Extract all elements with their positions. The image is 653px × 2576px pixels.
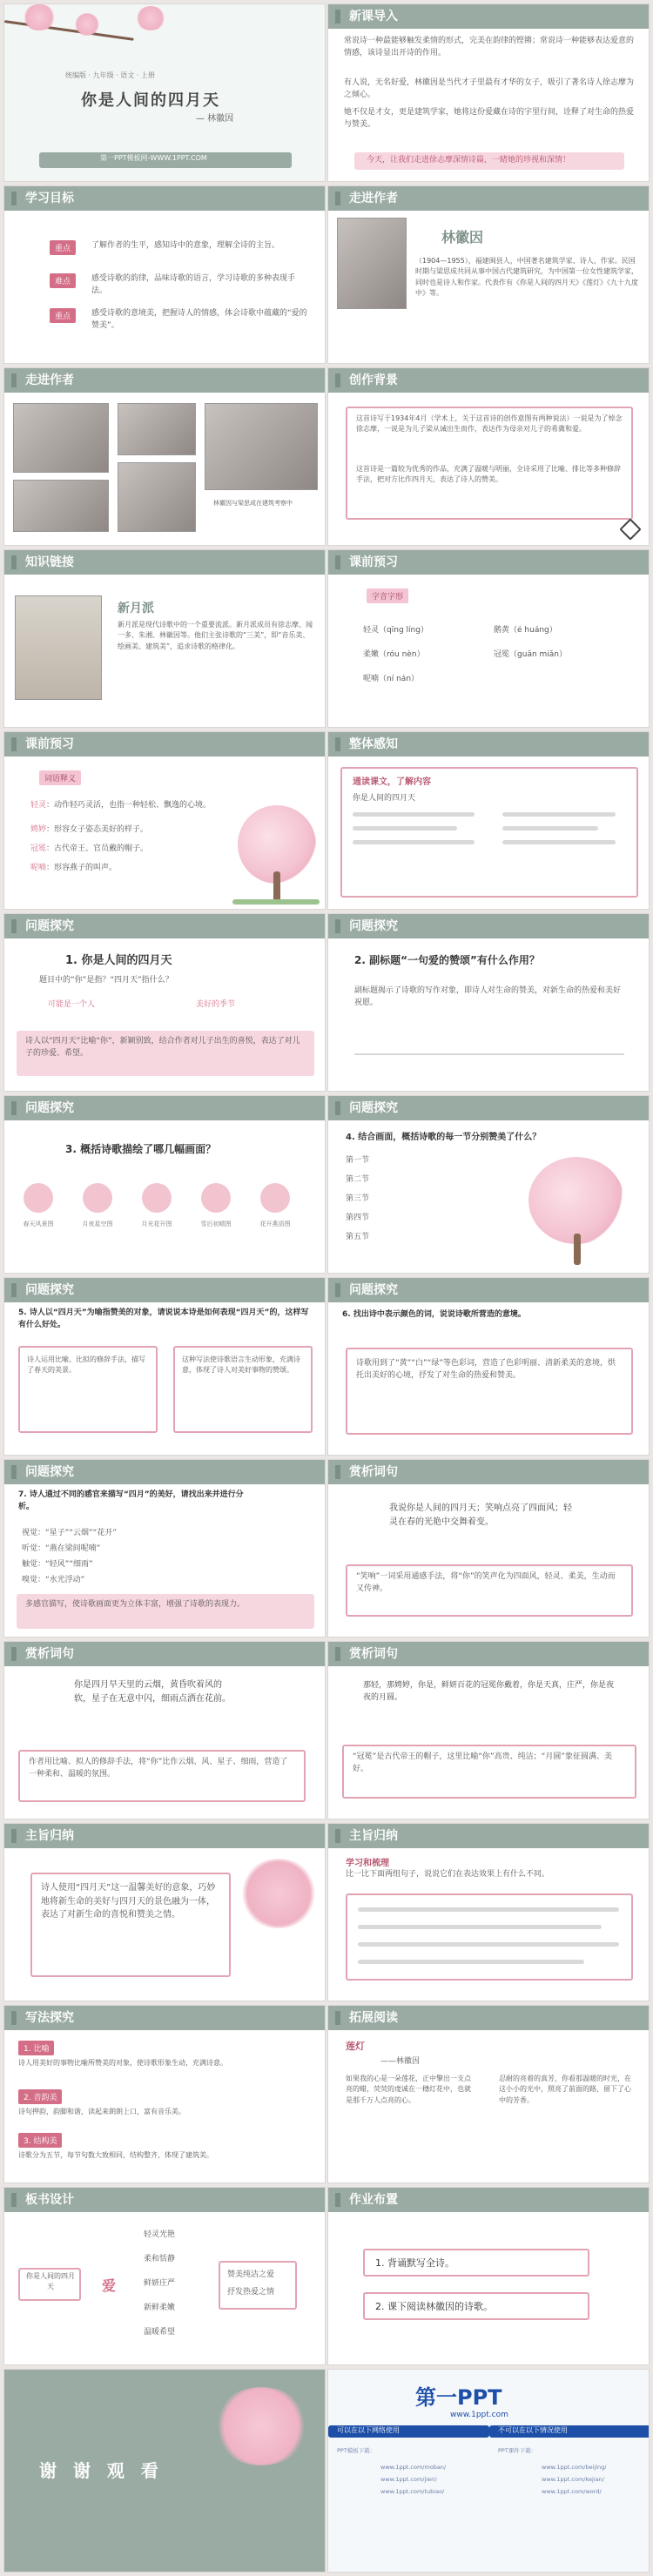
def-item: 呢喃：形容燕子的叫声。 xyxy=(30,864,118,872)
goal-tag: 重点 xyxy=(50,240,76,255)
board-branch: 柔和恬静 xyxy=(144,2255,176,2263)
board-right: 抒发热爱之情 xyxy=(227,2288,275,2297)
compare-line xyxy=(358,1960,584,1964)
slide-q7[interactable] xyxy=(3,1459,326,1638)
tree-trunk xyxy=(574,1234,581,1265)
knowledge-text: 新月派是现代诗歌中的一个重要流派。新月派成员有徐志摩、闻一多、朱湘、林徽因等。他们主张诗歌的“三美”，即“音乐美、绘画美、建筑美”，追求诗歌的格律化。 xyxy=(118,621,313,650)
answer-text: 诗歌用到了“黄”“白”“绿”等色彩词，营造了色彩明丽、清新柔美的意境，烘托出美好的心境，抒发了对生命的热爱和赞美。 xyxy=(356,1359,616,1380)
slide-author[interactable] xyxy=(327,185,650,364)
slide-header: 主旨归纳 xyxy=(4,1824,325,1848)
slide-header: 问题探究 xyxy=(328,1278,649,1302)
stanza-line: 第二节 xyxy=(346,1175,370,1184)
preview-badge: 词语释义 xyxy=(39,770,81,785)
ad-link[interactable]: www.1ppt.com/jieri/ xyxy=(380,2476,437,2483)
ad-link[interactable]: www.1ppt.com/tubiao/ xyxy=(380,2488,445,2495)
slide-method[interactable] xyxy=(3,2005,326,2183)
slide-q3[interactable] xyxy=(3,1095,326,1274)
question-title: 2. 副标题“一句爱的赞颂”有什么作用？ xyxy=(354,954,540,966)
method-tag: 2. 音韵美 xyxy=(18,2089,62,2104)
slide-header: 问题探究 xyxy=(4,1278,325,1302)
author-photo xyxy=(13,480,109,532)
slide-header: 问题探究 xyxy=(4,1096,325,1120)
question-title: 4. 结合画面，概括诗歌的每一节分别赞美了什么？ xyxy=(346,1133,542,1142)
answer-text: 副标题揭示了诗歌的写作对象，即诗人对生命的赞美，对新生命的热爱和美好祝愿。 xyxy=(354,986,622,1007)
stanza-line: 第三节 xyxy=(346,1194,370,1203)
ad-link[interactable]: www.1ppt.com/kejian/ xyxy=(542,2476,604,2483)
slide-ad[interactable] xyxy=(327,2369,650,2573)
sense-item: 触觉：“轻风”“细雨” xyxy=(22,1560,93,1569)
tree-trunk xyxy=(273,871,280,903)
slide-header: 创作背景 xyxy=(328,368,649,393)
slide-header: 问题探究 xyxy=(4,914,325,938)
slide-knowledge[interactable] xyxy=(3,549,326,728)
scene-label: 雪后初晴图 xyxy=(200,1221,232,1227)
slide-header: 问题探究 xyxy=(4,1460,325,1484)
author-portrait xyxy=(337,218,407,309)
question-title: 3. 概括诗歌描绘了哪几幅画面？ xyxy=(65,1143,217,1155)
scene-icon xyxy=(260,1183,290,1213)
background-text: 这首诗写于1934年4月（学术上，关于这首诗的创作意图有两种说法）一说是为了悼念徐志摩，一说是为儿子梁从诫出生而作，表达作为母亲对儿子的希冀和爱。 xyxy=(356,414,623,434)
ad-col-title: 不可以在以下情况使用 xyxy=(498,2426,568,2434)
intro-paragraph: 常说诗一种最能够触发柔情的形式，完美在韵律的铿锵；常说诗一种能够表达爱意的情感，该诗显出开诗的作用。 xyxy=(344,37,635,57)
poem-text: 你是四月早天里的云烟，黄昏吹着风的软，星子在无意中闪，细雨点洒在花前。 xyxy=(74,1680,231,1704)
scene-label: 月夜星空图 xyxy=(82,1221,113,1227)
reading-author: ——林徽因 xyxy=(380,2057,421,2066)
overall-line xyxy=(353,812,475,817)
word-item: 轻灵（qīng líng） xyxy=(363,626,428,635)
answer-text: 可能是一个人 xyxy=(48,1000,96,1009)
slide-header: 新课导入 xyxy=(328,4,649,29)
blossom-decoration xyxy=(74,13,100,36)
ad-link[interactable]: www.1ppt.com/word/ xyxy=(542,2488,602,2495)
goal-tag: 重点 xyxy=(50,308,76,323)
slide-board[interactable] xyxy=(3,2187,326,2365)
board-right: 赞美纯洁之爱 xyxy=(227,2270,275,2279)
compare-box xyxy=(346,1893,633,1981)
ad-link[interactable]: www.1ppt.com/beijing/ xyxy=(542,2464,607,2471)
overall-title: 通读课文，了解内容 xyxy=(353,777,431,787)
section-title: 学习和梳理 xyxy=(346,1859,389,1868)
analysis-text: “冠冕”是古代帝王的帽子，这里比喻“你”高贵、纯洁；“月圆”象征圆满、美好。 xyxy=(353,1752,612,1773)
overall-line xyxy=(502,840,616,844)
slide-header: 板书设计 xyxy=(4,2188,325,2212)
slide-header: 学习目标 xyxy=(4,186,325,211)
answer-text: 诗人运用比喻、比拟的修辞手法，描写了春天的美景。 xyxy=(27,1355,145,1375)
blossom-decoration xyxy=(22,4,57,30)
scene-label: 花开燕语图 xyxy=(259,1221,291,1227)
slide-header: 赏析词句 xyxy=(4,1642,325,1666)
poem-text: 那轻，那娉婷，你是，鲜妍百花的冠冕你戴着，你是天真，庄严，你是夜夜的月圆。 xyxy=(363,1681,615,1702)
sense-item: 嗅觉：“水光浮动” xyxy=(22,1576,85,1584)
summary-text: 诗人使用“四月天”这一温馨美好的意象，巧妙地将新生命的美好与四月天的景色融为一体，表达了对新生命的喜悦和赞美之情。 xyxy=(41,1883,216,1920)
method-tag: 1. 比喻 xyxy=(18,2041,54,2055)
slide-header: 写法探究 xyxy=(4,2006,325,2030)
goal-text: 感受诗歌的意境美，把握诗人的情感，体会诗歌中蕴藏的“爱的赞美”。 xyxy=(91,309,307,330)
reading-title: 莲灯 xyxy=(346,2041,365,2052)
author-bio: （1904—1955），福建闽县人，中国著名建筑学家、诗人、作家。民国时期与梁思成共同从事中国古代建筑研究，为中国第一位女性建筑学家，同时也是诗人和作家。代表作有《你是人间的四月天》《莲灯》《九十九度中》等。 xyxy=(415,257,638,298)
slide-header: 拓展阅读 xyxy=(328,2006,649,2030)
intro-banner-text: 今天，让我们走进徐志摩深情诗篇，一睹她的珍视和深情！ xyxy=(367,156,571,165)
slide-background[interactable] xyxy=(327,367,650,546)
sense-item: 听觉：“燕在梁间呢喃” xyxy=(22,1544,101,1553)
board-branch: 轻灵光艳 xyxy=(144,2230,176,2239)
slide-q4[interactable] xyxy=(327,1095,650,1274)
intro-paragraph: 她不仅是才女，更是建筑学家，她将这份爱藏在诗的字里行间，诠释了对生命的热爱与赞美。 xyxy=(344,108,635,129)
ad-col-title: 可以在以下网络使用 xyxy=(337,2426,400,2434)
reading-right: 忍耐的亮着的真芳，你看那温暖的时光，在这小小的光中，照亮了前面的路，留下了心中的芳香。 xyxy=(499,2075,631,2104)
slide-header: 走进作者 xyxy=(328,186,649,211)
ad-brand: 第一PPT xyxy=(415,2385,502,2410)
blossom-decoration xyxy=(239,1859,318,1928)
slide-cover[interactable] xyxy=(3,3,326,182)
preview-badge: 字音字形 xyxy=(367,589,408,603)
method-tag: 3. 结构美 xyxy=(18,2133,62,2148)
slide-header: 问题探究 xyxy=(328,914,649,938)
analysis-text: 作者用比喻、拟人的修辞手法，将“你”比作云烟、风、星子、细雨，营造了一种柔和、温暖的氛围。 xyxy=(29,1758,288,1779)
note-text: 诗人以“四月天”比喻“你”，新颖别致，结合作者对儿子出生的喜悦，表达了对儿子的珍爱、希望。 xyxy=(25,1037,300,1058)
divider xyxy=(354,1053,624,1055)
slide-header: 赏析词句 xyxy=(328,1460,649,1484)
sense-item: 视觉：“星子”“云烟”“花开” xyxy=(22,1529,117,1537)
grass xyxy=(232,899,320,905)
ad-col-desc: PPT模板下载： xyxy=(337,2447,376,2454)
thanks-text: 谢 谢 观 看 xyxy=(39,2460,164,2481)
board-branch: 鲜妍庄严 xyxy=(144,2279,176,2288)
slide-header: 整体感知 xyxy=(328,732,649,757)
slide-q5[interactable] xyxy=(3,1277,326,1456)
stanza-line: 第五节 xyxy=(346,1233,370,1241)
pencil-icon xyxy=(619,518,641,540)
blossom-decoration xyxy=(135,6,166,30)
board-branch: 温暖希望 xyxy=(144,2328,176,2337)
slide-appreciate-3[interactable] xyxy=(327,1641,650,1819)
cover-title: 你是人间的四月天 xyxy=(81,91,220,110)
author-photo xyxy=(13,403,109,473)
author-photo xyxy=(118,462,196,532)
def-item: 冠冕：古代帝王、官员戴的帽子。 xyxy=(30,844,149,853)
goal-text: 感受诗歌的韵律，品味诗歌的语言，学习诗歌的多种表现手法。 xyxy=(91,274,296,295)
word-item: 鹅黄（é huáng） xyxy=(494,626,557,635)
method-desc: 诗句押韵，韵脚和谐，读起来朗朗上口，富有音乐美。 xyxy=(18,2108,185,2115)
goal-text: 了解作者的生平，感知诗中的意象，理解全诗的主旨。 xyxy=(91,241,280,250)
slide-thanks[interactable] xyxy=(3,2369,326,2573)
scene-label: 春天风景图 xyxy=(23,1221,54,1227)
slide-reading[interactable] xyxy=(327,2005,650,2183)
slide-intro[interactable] xyxy=(327,3,650,182)
slide-author-photos[interactable] xyxy=(3,367,326,546)
stanza-line: 第一节 xyxy=(346,1156,370,1165)
slide-preview[interactable] xyxy=(327,549,650,728)
question-title: 1. 你是人间的四月天 xyxy=(65,954,172,967)
slide-q6[interactable] xyxy=(327,1277,650,1456)
background-text: 这首诗是一篇较为优秀的作品，充满了温暖与明丽，全诗采用了比喻、排比等多种修辞手法，把对方比作四月天，表达了诗人的赞美。 xyxy=(356,465,621,484)
slide-header: 课前预习 xyxy=(328,550,649,575)
reading-left: 如果我的心是一朵莲花，正中擎出一支点亮的蜡，荧荧的虔诚在一穗灯花中，也就是那千万人点亮的心。 xyxy=(346,2075,471,2104)
def-item: 轻灵：动作轻巧灵活，也指一种轻松、飘逸的心境。 xyxy=(30,801,212,810)
scene-icon xyxy=(142,1183,172,1213)
word-item: 呢喃（ní nán） xyxy=(363,675,420,683)
goal-tag: 难点 xyxy=(50,273,76,288)
slide-header: 课前预习 xyxy=(4,732,325,757)
scene-icon xyxy=(24,1183,53,1213)
overall-subtitle: 你是人间的四月天 xyxy=(353,794,416,803)
ad-link[interactable]: www.1ppt.com/moban/ xyxy=(380,2464,447,2471)
word-item: 冠冕（guān miǎn） xyxy=(494,650,568,659)
slide-header: 赏析词句 xyxy=(328,1642,649,1666)
slide-summary-2[interactable] xyxy=(327,1823,650,2001)
analysis-text: “笑响”一词采用通感手法，将“你”的笑声化为四面风，轻灵、柔美，生动而又传神。 xyxy=(356,1572,616,1593)
knowledge-heading: 新月派 xyxy=(118,602,154,615)
question-title: 6. 找出诗中表示颜色的词，说说诗歌所营造的意境。 xyxy=(342,1310,526,1319)
overall-line xyxy=(353,826,457,831)
blossom-tree xyxy=(528,1157,624,1244)
task-text: 2. 课下阅读林徽因的诗歌。 xyxy=(375,2301,493,2312)
overall-line xyxy=(353,840,475,844)
answer-text: 美好的季节 xyxy=(196,1000,236,1009)
slide-preview-defs[interactable] xyxy=(3,731,326,910)
board-branch: 新鲜柔嫩 xyxy=(144,2304,176,2312)
summary-text: 多感官描写，使诗歌画面更为立体丰富，增强了诗歌的表现力。 xyxy=(25,1600,246,1609)
board-mid: 爱 xyxy=(102,2277,117,2294)
section-sub: 比一比下面两组句子，说说它们在表达效果上有什么不同。 xyxy=(346,1870,550,1879)
compare-line xyxy=(358,1925,602,1929)
slide-q1[interactable] xyxy=(3,913,326,1092)
def-item: 娉婷：形容女子姿态美好的样子。 xyxy=(30,825,149,834)
question-title: 7. 诗人通过不同的感官来描写“四月”的美好，请找出来并进行分析。 xyxy=(18,1490,244,1511)
compare-line xyxy=(358,1907,619,1912)
scene-label: 月光花开图 xyxy=(141,1221,172,1227)
slide-q2[interactable] xyxy=(327,913,650,1092)
author-photo xyxy=(118,403,196,455)
slide-header: 问题探究 xyxy=(328,1096,649,1120)
cover-series: 统编版 · 九年级 · 语文 · 上册 xyxy=(65,71,155,79)
scene-icon xyxy=(83,1183,112,1213)
slide-header: 作业布置 xyxy=(328,2188,649,2212)
cover-author: — 林徽因 xyxy=(196,114,234,124)
intro-paragraph: 有人说，无名好爱，林徽因是当代才子里最有才华的女子，吸引了著名诗人徐志摩为之倾心。 xyxy=(344,78,635,99)
overall-line xyxy=(502,812,616,817)
compare-line xyxy=(358,1942,619,1947)
stanza-line: 第四节 xyxy=(346,1214,370,1222)
slide-overall[interactable] xyxy=(327,731,650,910)
blossom-decoration xyxy=(213,2387,309,2465)
word-item: 柔嫩（róu nèn） xyxy=(363,650,425,659)
method-desc: 诗人用美好的事物比喻所赞美的对象，使诗歌形象生动，充满诗意。 xyxy=(18,2059,227,2067)
board-right-box xyxy=(219,2261,297,2310)
task-text: 1. 背诵默写全诗。 xyxy=(375,2257,454,2269)
slide-appreciate-2[interactable] xyxy=(3,1641,326,1819)
cover-brand: 第一PPT模板网-WWW.1PPT.COM xyxy=(100,154,207,162)
method-desc: 诗歌分为五节，每节句数大致相同，结构整齐，体现了建筑美。 xyxy=(18,2151,213,2159)
board-center: 你是人间的四月天 xyxy=(26,2272,75,2291)
author-photo xyxy=(205,403,318,490)
slide-appreciate-1[interactable] xyxy=(327,1459,650,1638)
question-title: 5. 诗人以“四月天”为喻指赞美的对象，请说说本诗是如何表现“四月天”的，这样写有什么好处。 xyxy=(18,1308,309,1329)
slide-header: 主旨归纳 xyxy=(328,1824,649,1848)
scene-icon xyxy=(201,1183,231,1213)
slide-summary-1[interactable] xyxy=(3,1823,326,2001)
author-name: 林徽因 xyxy=(441,229,484,245)
slide-goals[interactable] xyxy=(3,185,326,364)
answer-text: 这种写法使诗歌语言生动形象，充满诗意，体现了诗人对美好事物的赞颂。 xyxy=(182,1355,300,1375)
slide-homework[interactable] xyxy=(327,2187,650,2365)
overall-line xyxy=(502,826,598,831)
slide-header: 知识链接 xyxy=(4,550,325,575)
photo-caption: 林徽因与梁思成在建筑考察中 xyxy=(213,500,293,507)
question-sub: 题目中的“你”是指？“四月天”指什么？ xyxy=(39,976,173,985)
poem-text: 我说你是人间的四月天；笑响点亮了四面风；轻灵在春的光艳中交舞着变。 xyxy=(389,1503,572,1527)
slide-header: 走进作者 xyxy=(4,368,325,393)
book-cover xyxy=(15,595,102,700)
ad-col-desc: PPT课件下载： xyxy=(498,2447,537,2454)
ad-url: www.1ppt.com xyxy=(450,2411,508,2419)
